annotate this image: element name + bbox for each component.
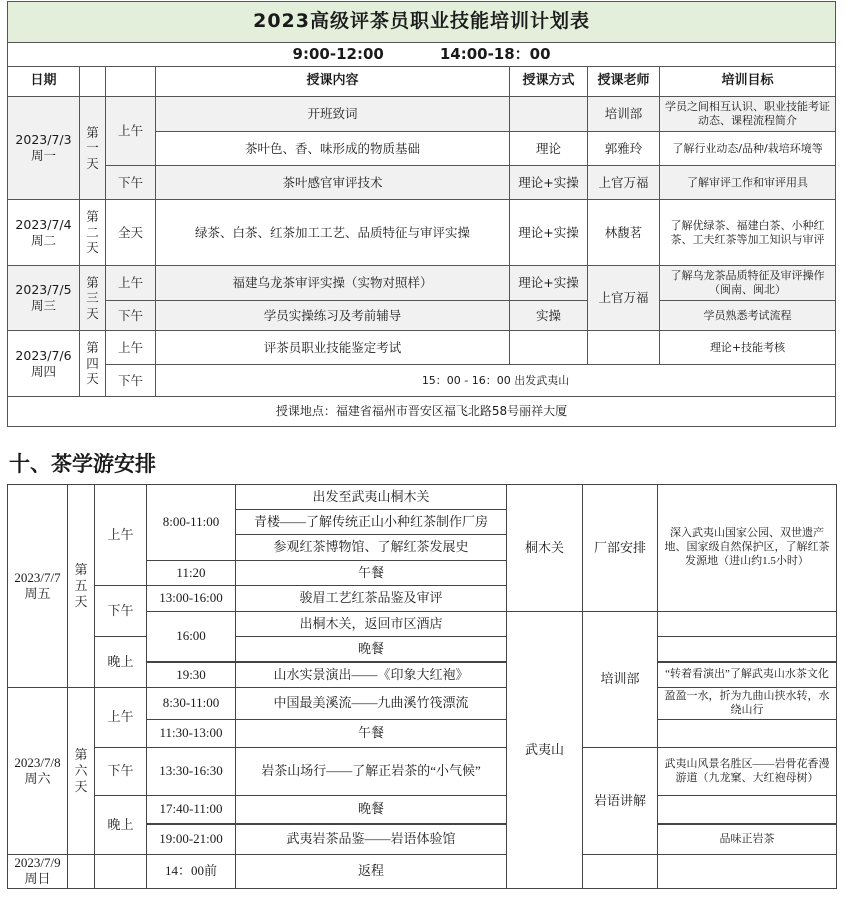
plan-row bbox=[8, 200, 836, 266]
plan-row bbox=[8, 301, 836, 331]
day-number: 第四天 bbox=[80, 331, 106, 397]
content: 学员实操练习及考前辅导 bbox=[156, 301, 510, 331]
period: 上午 bbox=[95, 485, 147, 586]
training-plan-table bbox=[7, 1, 836, 427]
time: 11:20 bbox=[147, 561, 236, 586]
content: 15：00 - 16：00 出发武夷山 bbox=[156, 365, 836, 397]
header-goal: 培训目标 bbox=[660, 67, 836, 97]
tour-row bbox=[8, 855, 837, 889]
time: 17:40-11:00 bbox=[147, 796, 236, 824]
period: 下午 bbox=[106, 365, 156, 397]
method: 理论+实操 bbox=[510, 200, 588, 266]
activity: 中国最美溪流——九曲溪竹筏漂流 bbox=[236, 688, 507, 720]
time: 13:30-16:30 bbox=[147, 748, 236, 796]
activity: 山水实景演出——《印象大红袍》 bbox=[236, 663, 507, 688]
method: 实操 bbox=[510, 301, 588, 331]
period: 下午 bbox=[106, 166, 156, 200]
time: 19:30 bbox=[147, 663, 236, 688]
content: 福建乌龙茶审评实操（实物对照样） bbox=[156, 266, 510, 301]
teacher: 郭雅玲 bbox=[588, 132, 660, 166]
plan-row bbox=[8, 166, 836, 200]
tour-row bbox=[8, 637, 837, 662]
tour-date: 2023/7/7 周五 bbox=[8, 485, 68, 688]
place: 武夷山 bbox=[507, 612, 583, 889]
note: 武夷山风景名胜区——岩骨花香漫游道（九龙窠、大红袍母树） bbox=[658, 748, 837, 796]
location: 授课地点：福建省福州市晋安区福飞北路58号丽祥大厦 bbox=[8, 397, 836, 427]
guide: 培训部 bbox=[583, 612, 658, 748]
activity: 参观红茶博物馆、了解红茶发展史 bbox=[236, 535, 507, 561]
time: 8:00-11:00 bbox=[147, 485, 236, 561]
activity: 出桐木关，返回市区酒店 bbox=[236, 612, 507, 637]
period: 下午 bbox=[95, 748, 147, 796]
header-teacher: 授课老师 bbox=[588, 67, 660, 97]
period: 晚上 bbox=[95, 637, 147, 688]
note: “转着看演出”了解武夷山水茶文化 bbox=[658, 663, 837, 688]
activity: 骏眉工艺红茶品鉴及审评 bbox=[236, 586, 507, 612]
plan-row bbox=[8, 365, 836, 397]
period: 上午 bbox=[106, 266, 156, 301]
teacher: 培训部 bbox=[588, 97, 660, 132]
section-title: 十、茶学游安排 bbox=[9, 451, 156, 476]
goal: 学员熟悉考试流程 bbox=[660, 301, 836, 331]
header-content: 授课内容 bbox=[156, 67, 510, 97]
method bbox=[510, 97, 588, 132]
time-pm: 14:00-18：00 bbox=[439, 45, 551, 64]
activity: 午餐 bbox=[236, 720, 507, 748]
day-date: 2023/7/3 周一 bbox=[8, 97, 80, 200]
plan-row bbox=[8, 97, 836, 132]
teacher: 林馥茗 bbox=[588, 200, 660, 266]
method: 理论+实操 bbox=[510, 166, 588, 200]
note: 深入武夷山国家公园、双世遗产地、国家级自然保护区，了解红茶发源地（进山约1.5小时） bbox=[658, 485, 837, 612]
period: 上午 bbox=[95, 688, 147, 748]
activity: 晚餐 bbox=[236, 796, 507, 824]
tour-date: 2023/7/8 周六 bbox=[8, 688, 68, 855]
header-method: 授课方式 bbox=[510, 67, 588, 97]
plan-header-row bbox=[8, 67, 836, 97]
guide: 厂部安排 bbox=[583, 485, 658, 612]
guide: 岩语讲解 bbox=[583, 748, 658, 855]
activity: 返程 bbox=[236, 855, 507, 889]
goal: 了解审评工作和审评用具 bbox=[660, 166, 836, 200]
time-am: 9:00-12:00 bbox=[292, 45, 384, 64]
place: 桐木关 bbox=[507, 485, 583, 612]
activity: 晚餐 bbox=[236, 637, 507, 662]
method: 理论 bbox=[510, 132, 588, 166]
period: 下午 bbox=[106, 301, 156, 331]
note: 品味正岩茶 bbox=[658, 825, 837, 855]
day-number: 第二天 bbox=[80, 200, 106, 266]
tour-row bbox=[8, 796, 837, 824]
time: 8:30-11:00 bbox=[147, 688, 236, 720]
day-date: 2023/7/4 周二 bbox=[8, 200, 80, 266]
period: 晚上 bbox=[95, 796, 147, 855]
day-date: 2023/7/6 周四 bbox=[8, 331, 80, 397]
period: 上午 bbox=[106, 331, 156, 365]
time: 13:00-16:00 bbox=[147, 586, 236, 612]
content: 茶叶感官审评技术 bbox=[156, 166, 510, 200]
goal: 了解行业动态/品种/栽培环境等 bbox=[660, 132, 836, 166]
plan-row bbox=[8, 331, 836, 365]
time: 11:30-13:00 bbox=[147, 720, 236, 748]
time: 19:00-21:00 bbox=[147, 825, 236, 855]
content: 开班致词 bbox=[156, 97, 510, 132]
tour-day: 第五天 bbox=[68, 485, 95, 688]
time: 16:00 bbox=[147, 612, 236, 662]
teacher: 上官万福 bbox=[588, 266, 660, 331]
plan-title: 2023高级评茶员职业技能培训计划表 bbox=[8, 2, 836, 43]
activity: 岩茶山场行——了解正岩茶的“小气候” bbox=[236, 748, 507, 796]
content: 评茶员职业技能鉴定考试 bbox=[156, 331, 510, 365]
period: 全天 bbox=[106, 200, 156, 266]
teacher: 上官万福 bbox=[588, 166, 660, 200]
tour-row bbox=[8, 485, 837, 510]
plan-time-row bbox=[8, 43, 836, 67]
plan-row bbox=[8, 266, 836, 301]
day-date: 2023/7/5 周三 bbox=[8, 266, 80, 331]
activity: 武夷岩茶品鉴——岩语体验馆 bbox=[236, 825, 507, 855]
goal: 理论+技能考核 bbox=[660, 331, 836, 365]
tour-day: 第六天 bbox=[68, 688, 95, 855]
tour-row bbox=[8, 748, 837, 796]
activity: 出发至武夷山桐木关 bbox=[236, 485, 507, 510]
goal: 学员之间相互认识、职业技能考证动态、课程流程简介 bbox=[660, 97, 836, 132]
goal: 了解优绿茶、福建白茶、小种红茶、工夫红茶等加工知识与审评 bbox=[660, 200, 836, 266]
activity: 青楼——了解传统正山小种红茶制作厂房 bbox=[236, 510, 507, 535]
note: 盈盈一水，折为九曲山挟水转，水绕山行 bbox=[658, 688, 837, 720]
day-number: 第三天 bbox=[80, 266, 106, 331]
goal: 了解乌龙茶品质特征及审评操作（闽南、闽北） bbox=[660, 266, 836, 301]
header-date: 日期 bbox=[8, 67, 80, 97]
tour-row bbox=[8, 688, 837, 720]
time: 14：00前 bbox=[147, 855, 236, 889]
activity: 午餐 bbox=[236, 561, 507, 586]
content: 绿茶、白茶、红茶加工工艺、品质特征与审评实操 bbox=[156, 200, 510, 266]
period: 上午 bbox=[106, 97, 156, 166]
tour-date: 2023/7/9 周日 bbox=[8, 855, 68, 889]
day-number: 第一天 bbox=[80, 97, 106, 200]
tea-tour-table bbox=[7, 484, 837, 889]
content: 茶叶色、香、味形成的物质基础 bbox=[156, 132, 510, 166]
method: 理论+实操 bbox=[510, 266, 588, 301]
period: 下午 bbox=[95, 586, 147, 637]
